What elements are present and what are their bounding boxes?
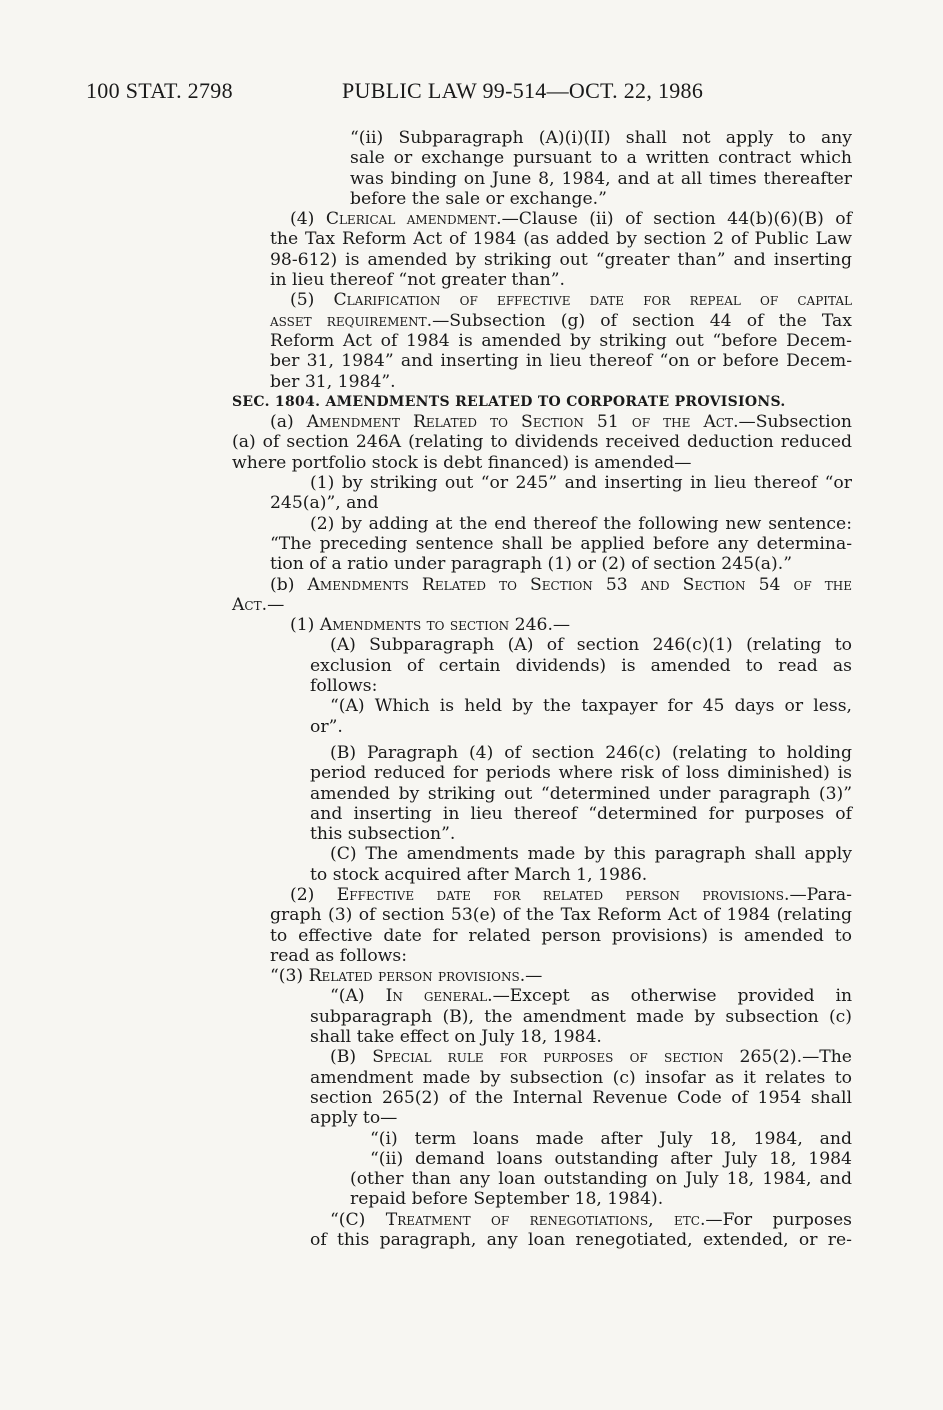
- text-line: amended by striking out “determined under paragraph (3)”: [310, 783, 852, 804]
- text-line: or”.: [310, 716, 343, 737]
- text-line: where portfolio stock is debt financed) is amended—: [232, 452, 692, 473]
- para-caption: Treatment of renegotiations, etc: [385, 1209, 700, 1230]
- para-caption: Act: [232, 594, 262, 615]
- para-caption: asset requirement: [270, 310, 427, 331]
- paragraph-1-heading: [232, 615, 852, 635]
- text-line: 245(a)”, and: [270, 493, 379, 514]
- text-line: of this paragraph, any loan renegotiated, extended, or re-: [310, 1230, 852, 1251]
- para-number: (B): [330, 1047, 373, 1068]
- text-line: before the sale or exchange.”: [350, 188, 607, 209]
- text-line: was binding on June 8, 1984, and at all times thereafter: [350, 168, 852, 189]
- text-line: and inserting in lieu thereof “determined for purposes of: [310, 803, 852, 824]
- text-line: (C) The amendments made by this paragraph shall apply: [330, 844, 852, 865]
- text-line: “(ii) demand loans outstanding after July 18, 1984: [370, 1148, 852, 1169]
- text-line: [232, 1210, 852, 1230]
- para-caption: Amendment Related to Section 51 of the Act: [306, 412, 734, 433]
- para-caption: In general: [385, 986, 488, 1007]
- text-line: (B) Paragraph (4) of section 246(c) (relating to holding: [330, 742, 852, 763]
- para-number: (2): [290, 884, 337, 905]
- para-number: “(C): [330, 1209, 386, 1230]
- para-text: .—Clause (ii) of section 44(b)(6)(B) of: [496, 209, 852, 230]
- para-text: .—: [261, 594, 285, 615]
- text-line: [232, 311, 852, 331]
- subsection-b-heading: [232, 575, 852, 595]
- text-line: exclusion of certain dividends) is amended to read as: [310, 655, 852, 676]
- document-body: [232, 128, 852, 1250]
- text-line: Reform Act of 1984 is amended by striking out “before Decem-: [270, 330, 852, 351]
- text-line: (a) of section 246A (relating to dividends received deduction reduced: [232, 432, 852, 453]
- para-number: (b): [270, 574, 308, 595]
- text-line: period reduced for periods where risk of loss diminished) is: [310, 763, 852, 784]
- text-line: 98-612) is amended by striking out “greater than” and inserting: [270, 249, 852, 270]
- text-line: read as follows:: [270, 945, 408, 966]
- para-number: “(A): [330, 986, 386, 1007]
- text-line: (A) Subparagraph (A) of section 246(c)(1) (relating to: [330, 635, 852, 656]
- para-text: .—For purposes: [699, 1209, 852, 1230]
- quoted-paragraph-3-heading: [232, 966, 852, 986]
- para-caption: Effective date for related person provisions: [336, 884, 785, 905]
- text-line: “The preceding sentence shall be applied before any determina-: [270, 533, 852, 554]
- para-number: “(3): [270, 966, 309, 987]
- text-line: (1) by striking out “or 245” and inserting in lieu thereof “or: [310, 473, 852, 494]
- text-line: (other than any loan outstanding on July 18, 1984, and: [350, 1169, 852, 1190]
- subsection-a-heading: [232, 412, 852, 432]
- public-law-title: PUBLIC LAW 99-514—OCT. 22, 1986: [342, 78, 704, 103]
- text-line: “(ii) Subparagraph (A)(i)(II) shall not apply to any: [350, 128, 852, 148]
- text-line: ber 31, 1984” and inserting in lieu thereof “on or before Decem-: [270, 351, 852, 372]
- para-text: .—: [519, 966, 543, 987]
- text-line: (2) by adding at the end thereof the following new sentence:: [310, 513, 852, 534]
- text-line: subparagraph (B), the amendment made by subsection (c): [310, 1006, 852, 1027]
- text-line: ber 31, 1984”.: [270, 371, 396, 392]
- para-number: (a): [270, 412, 307, 433]
- paragraph-2-heading: [232, 885, 852, 905]
- para-caption: Related person provisions: [308, 966, 520, 987]
- text-line: to stock acquired after March 1, 1986.: [310, 864, 648, 885]
- paragraph-5-heading: [232, 290, 852, 310]
- text-line: in lieu thereof “not greater than”.: [270, 270, 565, 291]
- text-line: to effective date for related person provisions) is amended to: [270, 925, 852, 946]
- text-line: section 265(2) of the Internal Revenue Code of 1954 shall: [310, 1087, 852, 1108]
- text-line: “(A) Which is held by the taxpayer for 45 days or less,: [330, 696, 852, 717]
- para-number: (4): [290, 209, 326, 230]
- para-text: .—The: [796, 1047, 852, 1068]
- para-text: .—Except as otherwise provided in: [487, 986, 853, 1007]
- text-line: sale or exchange pursuant to a written contract which: [350, 148, 852, 169]
- para-text: .—Subsection (g) of section 44 of the Tax: [426, 310, 852, 331]
- text-line: this subsection”.: [310, 824, 456, 845]
- text-line: [232, 595, 852, 615]
- text-line: amendment made by subsection (c) insofar as it relates to: [310, 1067, 852, 1088]
- text-line: “(i) term loans made after July 18, 1984, and: [370, 1128, 852, 1149]
- text-line: [232, 986, 852, 1006]
- para-text: .—Para-: [784, 884, 852, 905]
- text-line: apply to—: [310, 1108, 398, 1129]
- text-line: follows:: [310, 676, 378, 697]
- text-line: tion of a ratio under paragraph (1) or (2) of section 245(a).”: [270, 554, 792, 575]
- text-line: repaid before September 18, 1984).: [350, 1189, 664, 1210]
- statute-page-number: 100 STAT. 2798: [86, 78, 233, 103]
- text-line: [232, 1047, 852, 1067]
- para-number: (1): [290, 615, 320, 636]
- text-line: graph (3) of section 53(e) of the Tax Reform Act of 1984 (relating: [270, 905, 852, 926]
- para-caption: Clarification of effective date for repeal of capital: [333, 290, 853, 311]
- para-number: (5): [290, 290, 334, 311]
- text-line: the Tax Reform Act of 1984 (as added by section 2 of Public Law: [270, 229, 852, 250]
- paragraph-4-heading: [232, 209, 852, 229]
- page-header: [86, 78, 856, 108]
- para-text: .—: [547, 615, 571, 636]
- para-caption: Clerical amendment: [325, 209, 497, 230]
- para-text: .—Subsection: [733, 412, 852, 433]
- para-caption: Amendments to section 246: [319, 615, 548, 636]
- para-caption: Special rule for purposes of section 265(2): [372, 1047, 797, 1068]
- para-caption: Amendments Related to Section 53 and Section 54 of the: [307, 574, 852, 595]
- section-heading: SEC. 1804. AMENDMENTS RELATED TO CORPORATE PROVISIONS.: [232, 393, 786, 410]
- text-line: shall take effect on July 18, 1984.: [310, 1027, 602, 1048]
